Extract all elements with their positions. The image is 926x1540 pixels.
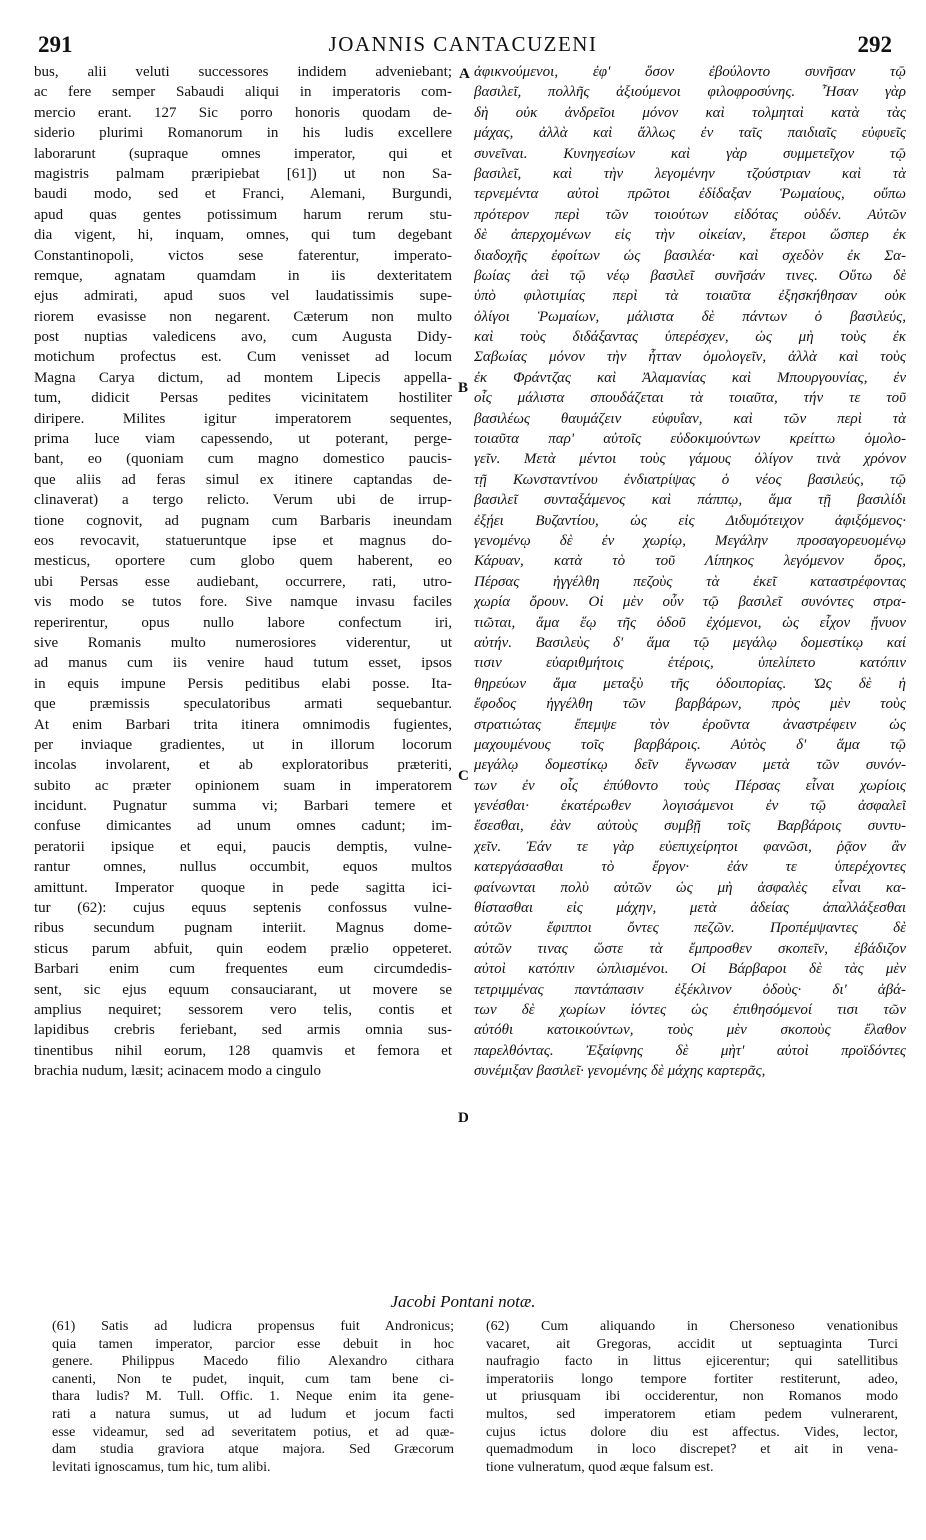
- greek-text-line: στρατιώτας ἔπεμψε τὸν ἐροῦντα ἀναστρέφειν ὡς: [474, 716, 906, 733]
- footnote-62: [486, 1318, 898, 1476]
- greek-text-line: ἔφοδος ἠγγέλθη τῶν βαρβάρων, πρὸς μὲν τοὺς: [474, 696, 906, 713]
- greek-text-line: βωίας ἀεὶ τῷ νέῳ βασιλεῖ συνῆσάν τινες. Οὕτω δὲ: [474, 267, 906, 284]
- greek-text-column: [474, 62, 906, 1082]
- greek-text-line: ἐξῄει Βυζαντίου, ὡς εἰς Διδυμότειχον ἀφιξόμενος·: [474, 512, 906, 529]
- greek-text-line: οἷς μάλιστα σπουδάζεται τὰ τοιαῦτα, τήν τε τοῦ: [474, 390, 906, 407]
- latin-text-line: apud quas gentes potissimum harum rerum stu-: [34, 206, 452, 223]
- latin-text-line: reperirentur, opus nullo labore confectum iri,: [34, 614, 452, 631]
- latin-text-line: incidunt. Pugnatur summa vi; Barbari temere et: [34, 798, 452, 815]
- margin-marker-b: B: [458, 380, 469, 396]
- greek-text-line: βασιλεῖ, πολλῆς ἀξιούμενοι φιλοφροσύνης. Ἦσαν γὰρ: [474, 84, 906, 101]
- greek-text-line: αὐτόθι κατοικούντων, τοὺς μὲν σκοποὺς ἔλαθον: [474, 1022, 906, 1039]
- greek-text-line: θίστασθαι εἰς μάχην, μετὰ ἀδείας ἀπαλλάξεσθαι: [474, 900, 906, 917]
- latin-text-line: tione cognovit, ad pugnam cum Barbaris ineundam: [34, 512, 452, 529]
- greek-text-line: χωρία ὄρουν. Οἱ μὲν οὖν τῷ βασιλεῖ συνόντες στρα-: [474, 594, 906, 611]
- latin-text-line: que præmissis speculatoribus armati sequebantur.: [34, 696, 452, 713]
- greek-text-line: τῇ Κωνσταντίνου ἐνδιατρίψας ὁ νέος βασιλεύς, τῷ: [474, 471, 906, 488]
- latin-text-line: ad manus cum iis venire haud tutum esset, ipsos: [34, 655, 452, 672]
- note-text-line: naufragio facto in littus ejicerentur; qui satellitibus: [486, 1354, 898, 1370]
- latin-text-line: dia vigent, hi, inquam, omnes, qui tum degebant: [34, 227, 452, 244]
- greek-text-line: ἔσεσθαι, ἐὰν αὐτοὺς συμβῇ τοῖς Βαρβάροις συντυ-: [474, 818, 906, 835]
- greek-text-line: αὐτῶν ἔφιπποι ὄντες πεζῶν. Προπέμψαντες δὲ: [474, 920, 906, 937]
- greek-text-line: βασιλεῖ συνταξάμενος καὶ πάππῳ, ἅμα τῇ βασιλίδι: [474, 492, 906, 509]
- greek-text-line: των δὲ χωρίων ἰόντες ὡς ἐπιθησόμενοί τισι τῶν: [474, 1001, 906, 1018]
- note-text-line: genere. Philippus Macedo filio Alexandro cithara: [52, 1354, 454, 1370]
- greek-text-line: μεγάλῳ δομεστίκῳ δεῖν ἔγνωσαν μετὰ τῶν συνόν-: [474, 757, 906, 774]
- note-text-line: esse videamur, sed ad severitatem potius, et ad quæ-: [52, 1424, 454, 1440]
- note-text-line: rati a natura sumus, ut ad ludum et jocum facti: [52, 1406, 454, 1422]
- greek-text-line: των ἐν οἷς ἐπύθοντο τοὺς Πέρσας εἶναι χωρίοις: [474, 777, 906, 794]
- latin-text-line: vis modo se tutos fore. Sive namque invasu faciles: [34, 594, 452, 611]
- greek-text-line: γενέσθαι· ἑκατέρωθεν λογισάμενοι ἐν τῷ ἀσφαλεῖ: [474, 798, 906, 815]
- latin-text-line: siderio plurimi Romanorum in his ludis excellere: [34, 125, 452, 142]
- latin-text-line: ubi Persas esse audiebant, occurrere, rati, utro-: [34, 573, 452, 590]
- latin-text-line: motichum profectus est. Cum venisset ad locum: [34, 349, 452, 366]
- greek-text-line: αὐτῶν τινας ὥστε τὰ ἔμπροσθεν σκοπεῖν, ἐβάδιζον: [474, 940, 906, 957]
- greek-text-line: τερνεμέντα αὐτοὶ πρῶτοι ἐδίδαξαν Ῥωμαίους, οὔπω: [474, 186, 906, 203]
- latin-text-line: diripere. Milites igitur imperatorem sequentes,: [34, 410, 452, 427]
- greek-text-line: τιῶται, ἅμα ἕῳ τῆς ὁδοῦ ἐχόμενοι, ὡς εἶχον ᾔνυον: [474, 614, 906, 631]
- latin-text-line: brachia nudum, læsit; acinacem modo a cingulo: [34, 1063, 322, 1080]
- greek-text-line: χεῖν. Ἐάν τε γὰρ εὐεπιχείρητοι φανῶσι, ῥᾷον ἂν: [474, 838, 906, 855]
- latin-text-line: eos revocavit, statueruntque ipse et magnus do-: [34, 532, 452, 549]
- note-text-line: dam studia graviora atque majora. Sed Græcorum: [52, 1442, 454, 1458]
- latin-text-line: confuse dimicantes ad unum omnes cadunt; im-: [34, 818, 452, 835]
- greek-text-line: ὀλίγοι Ῥωμαίων, μάλιστα δὲ πάντων ὁ βασιλεύς,: [474, 308, 906, 325]
- latin-text-line: Magna Carya dictum, ad montem Lipecis appella-: [34, 369, 452, 386]
- latin-text-line: tum, didicit Persas pedites vicinitatem hostiliter: [34, 390, 452, 407]
- note-text-line: canenti, Non te pudet, inquit, cum tam bene ci-: [52, 1371, 454, 1387]
- latin-text-line: bant, eo (quoniam cum magno domestico paucis-: [34, 451, 452, 468]
- margin-marker-d: D: [458, 1110, 469, 1126]
- greek-text-line: καὶ τοὺς διδάξαντας ὑπερέσχεν, ὡς μὴ τοὺς ἐκ: [474, 329, 906, 346]
- latin-text-line: At enim Barbari trita itinera omnimodis fugientes,: [34, 716, 452, 733]
- greek-text-line: αὐτήν. Βασιλεὺς δ' ἅμα τῷ μεγάλῳ δομεστίκῳ καί: [474, 634, 906, 651]
- greek-text-line: βασιλέως θαυμάζειν εὐφυΐαν, καὶ τῶν περὶ τὰ: [474, 410, 906, 427]
- latin-text-line: rantur omnes, nullus occumbit, equos multos: [34, 859, 452, 876]
- note-text-line: ut priusquam ibi occiderentur, non Romanos modo: [486, 1389, 898, 1405]
- latin-text-line: tinentibus nihil eorum, 128 quamvis et femora et: [34, 1042, 452, 1059]
- latin-text-line: sticus parum abfuit, quin eodem prælio oppeteret.: [34, 940, 452, 957]
- latin-text-line: subito ac præter opinionem suam in imperatorem: [34, 777, 452, 794]
- note-text-line: vacaret, ait Gregoras, accidit ut septuaginta Turci: [486, 1336, 898, 1352]
- latin-text-line: prima luce viam capessendo, ut poterant, perge-: [34, 431, 452, 448]
- greek-text-line: παρελθόντας. Ἐξαίφνης δὲ μὴτ' αὐτοὶ προϊδόντες: [474, 1042, 906, 1059]
- greek-text-line: πρότερον περὶ τῶν τοιούτων εἰδότας οὐδέν. Αὐτῶν: [474, 206, 906, 223]
- greek-text-line: μάχας, ἀλλὰ καὶ ἄλλως ἐν ταῖς παιδιαῖς εὐφυεῖς: [474, 125, 906, 142]
- note-text-line: tione vulneratum, quod æque falsum est.: [486, 1459, 714, 1475]
- latin-text-line: amplius nequiret; sessorem vero telis, contis et: [34, 1001, 452, 1018]
- latin-text-line: amittunt. Imperator quoque in pede sagitta ici-: [34, 879, 452, 896]
- latin-text-line: lapidibus crebris feriebant, sed armis omnia sus-: [34, 1022, 452, 1039]
- latin-text-line: remque, agnatam quamdam in iis dexteritatem: [34, 267, 452, 284]
- note-text-line: thara ludis? M. Tull. Offic. 1. Neque enim ita gene-: [52, 1389, 454, 1405]
- latin-text-line: mercio erant. 127 Sic porro honoris quodam de-: [34, 104, 452, 121]
- note-text-line: (61) Satis ad ludicra propensus fuit Andronicus;: [52, 1319, 454, 1334]
- latin-text-line: ac fere semper Sabaudi aliqui in imperatoris com-: [34, 84, 452, 101]
- latin-text-line: tur (62): cujus equus septenis confossus vulne-: [34, 900, 452, 917]
- latin-text-line: que aliis ad feras simul ex itinere captandas de-: [34, 471, 452, 488]
- running-header: [0, 32, 926, 60]
- latin-text-line: Barbari enim cum frequentes eum circumdedis-: [34, 961, 452, 978]
- greek-text-line: τετριμμένας παντάπασιν ἐξέκλινον ὁδοὺς· δι' ἀβά-: [474, 981, 906, 998]
- running-title: JOANNIS CANTACUZENI: [328, 32, 598, 56]
- greek-text-line: ὑπὸ φιλοτιμίας περὶ τὰ τοιαῦτα ἐξησκήθησαν οὐκ: [474, 288, 906, 305]
- greek-text-line: συνεῖναι. Κυνηγεσίων καὶ γὰρ συμμετεῖχον τῷ: [474, 145, 906, 162]
- latin-text-line: baudi modo, sed et Franci, Alemani, Burgundi,: [34, 186, 452, 203]
- latin-text-line: bus, alii veluti successores indidem adveniebant;: [34, 64, 452, 80]
- note-text-line: levitati ignoscamus, tum hic, tum alibi.: [52, 1459, 271, 1475]
- greek-text-line: ἀφικνούμενοι, ἐφ' ὅσον ἐβούλοντο συνῆσαν τῷ: [474, 64, 906, 80]
- latin-text-line: clinaverat) a tergo relicto. Verum ubi de irrup-: [34, 492, 452, 509]
- latin-text-line: laborarunt (supraque omnes imperator, qui et: [34, 145, 452, 162]
- latin-text-column: [34, 62, 452, 1082]
- greek-text-line: ἐκ Φράντζας καὶ Ἀλαμανίας καὶ Μπουργουνίας, ἐν: [474, 369, 906, 386]
- greek-text-line: τοιαῦτα παρ' αὐτοῖς εὐδοκιμούντων κρείττω ὁμολο-: [474, 431, 906, 448]
- greek-text-line: δὴ οὐκ ἀνδρεῖοι μόνον καὶ τολμηταὶ κατὰ τὰς: [474, 104, 906, 121]
- latin-text-line: per inviaque gradientes, ut in illorum locorum: [34, 736, 452, 753]
- note-text-line: quia tamen imperator, parcior esse debuit in hoc: [52, 1336, 454, 1352]
- latin-text-line: Constantinopoli, victos sese faterentur, imperato-: [34, 247, 452, 264]
- greek-text-line: Κάρυαν, κατὰ τὸ τοῦ Λίπηκος λεγόμενον ὄρος,: [474, 553, 906, 570]
- footnote-61: [52, 1318, 454, 1476]
- latin-text-line: in equis impune Persis peditibus elabi posse. Ita-: [34, 675, 452, 692]
- margin-marker-a: A: [459, 66, 470, 82]
- greek-text-line: βασιλεῖ, καὶ τὴν λεγομένην τζούστριαν καὶ τὰ: [474, 165, 906, 182]
- latin-text-line: ribus secundum pugnam interiit. Magnus dome-: [34, 920, 452, 937]
- note-text-line: cujus ictus dolore diu est affectus. Vides, lector,: [486, 1424, 898, 1440]
- greek-text-line: διαδοχῆς ἐφοίτων ὡς βασιλέα· καὶ σχεδὸν ἐκ Σα-: [474, 247, 906, 264]
- greek-text-line: τισιν εὐαριθμήτοις ἑτέροις, ὑπελίπετο κατόπιν: [474, 655, 906, 672]
- greek-text-line: Πέρσας ἠγγέλθη πεζοὺς τὰ ἐκεῖ καταστρέφοντας: [474, 573, 906, 590]
- latin-text-line: incolas involarent, et ab exploratoribus præteriti,: [34, 757, 452, 774]
- latin-text-line: peratorii ipsique et equi, paucis demptis, vulne-: [34, 838, 452, 855]
- greek-text-line: φαίνωνται πολὺ αὐτῶν ὡς μὴ ἀσφαλὲς εἶναι κα-: [474, 879, 906, 896]
- latin-text-line: ejus admirati, apud suos vel laudatissimis supe-: [34, 288, 452, 305]
- left-page-number: 291: [38, 32, 73, 57]
- right-page-number: 292: [857, 32, 892, 57]
- greek-text-line: γεῖν. Μετὰ μέντοι τοὺς γάμους ὀλίγον τινὰ χρόνον: [474, 451, 906, 468]
- note-text-line: multos, sed imperatorem etiam pedem vulnerarent,: [486, 1406, 898, 1422]
- margin-marker-c: C: [458, 768, 469, 784]
- latin-text-line: riorem evasisse non negarent. Cæterum non multo: [34, 308, 452, 325]
- latin-text-line: sive Romanis multo numerosiores viderentur, ut: [34, 634, 452, 651]
- greek-text-line: μαχουμένους τοῖς βαρβάροις. Αὐτὸς δ' ἅμα τῷ: [474, 736, 906, 753]
- note-text-line: quemadmodum in loco discrepet? et ait in vena-: [486, 1442, 898, 1458]
- latin-text-line: mesticus, oportere cum globo quem haberent, eo: [34, 553, 452, 570]
- note-text-line: (62) Cum aliquando in Chersoneso venationibus: [486, 1319, 898, 1334]
- greek-text-line: κατεργάσασθαι τὸ ἔργον· ἐάν τε ὑπερέχοντες: [474, 859, 906, 876]
- greek-text-line: Σαβωίας μόνον τὴν ἧτταν ὁμολογεῖν, ἀλλὰ καὶ τοὺς: [474, 349, 906, 366]
- latin-text-line: magistris palmam præripiebat [61]) ut non Sa-: [34, 165, 452, 182]
- latin-text-line: sent, sic ejus equum consauciarant, ut movere se: [34, 981, 452, 998]
- greek-text-line: θηρεύων ἅμα μεταξὺ τῆς ὁδοιπορίας. Ὡς δὲ ἡ: [474, 675, 906, 692]
- greek-text-line: συνέμιξαν βασιλεῖ· γενομένης δὲ μάχης καρτερᾶς,: [474, 1063, 766, 1080]
- greek-text-line: γενομένῳ δὲ ἐν χωρίῳ, Μεγάλην προσαγορευομένῳ: [474, 532, 906, 549]
- notes-title: Jacobi Pontani notæ.: [390, 1292, 536, 1311]
- note-text-line: imperatoriis longo tempore fortiter restiterunt, adeo,: [486, 1371, 898, 1387]
- greek-text-line: δὲ ἀπερχομένων εἰς τὴν οἰκείαν, ἕτεροι ὥσπερ ἐκ: [474, 227, 906, 244]
- latin-text-line: post nuptias valedicens avo, cum Augusta Didy-: [34, 329, 452, 346]
- greek-text-line: αὐτοὶ κατόπιν ὡπλισμένοι. Οἱ Βάρβαροι δὲ τὰς μὲν: [474, 961, 906, 978]
